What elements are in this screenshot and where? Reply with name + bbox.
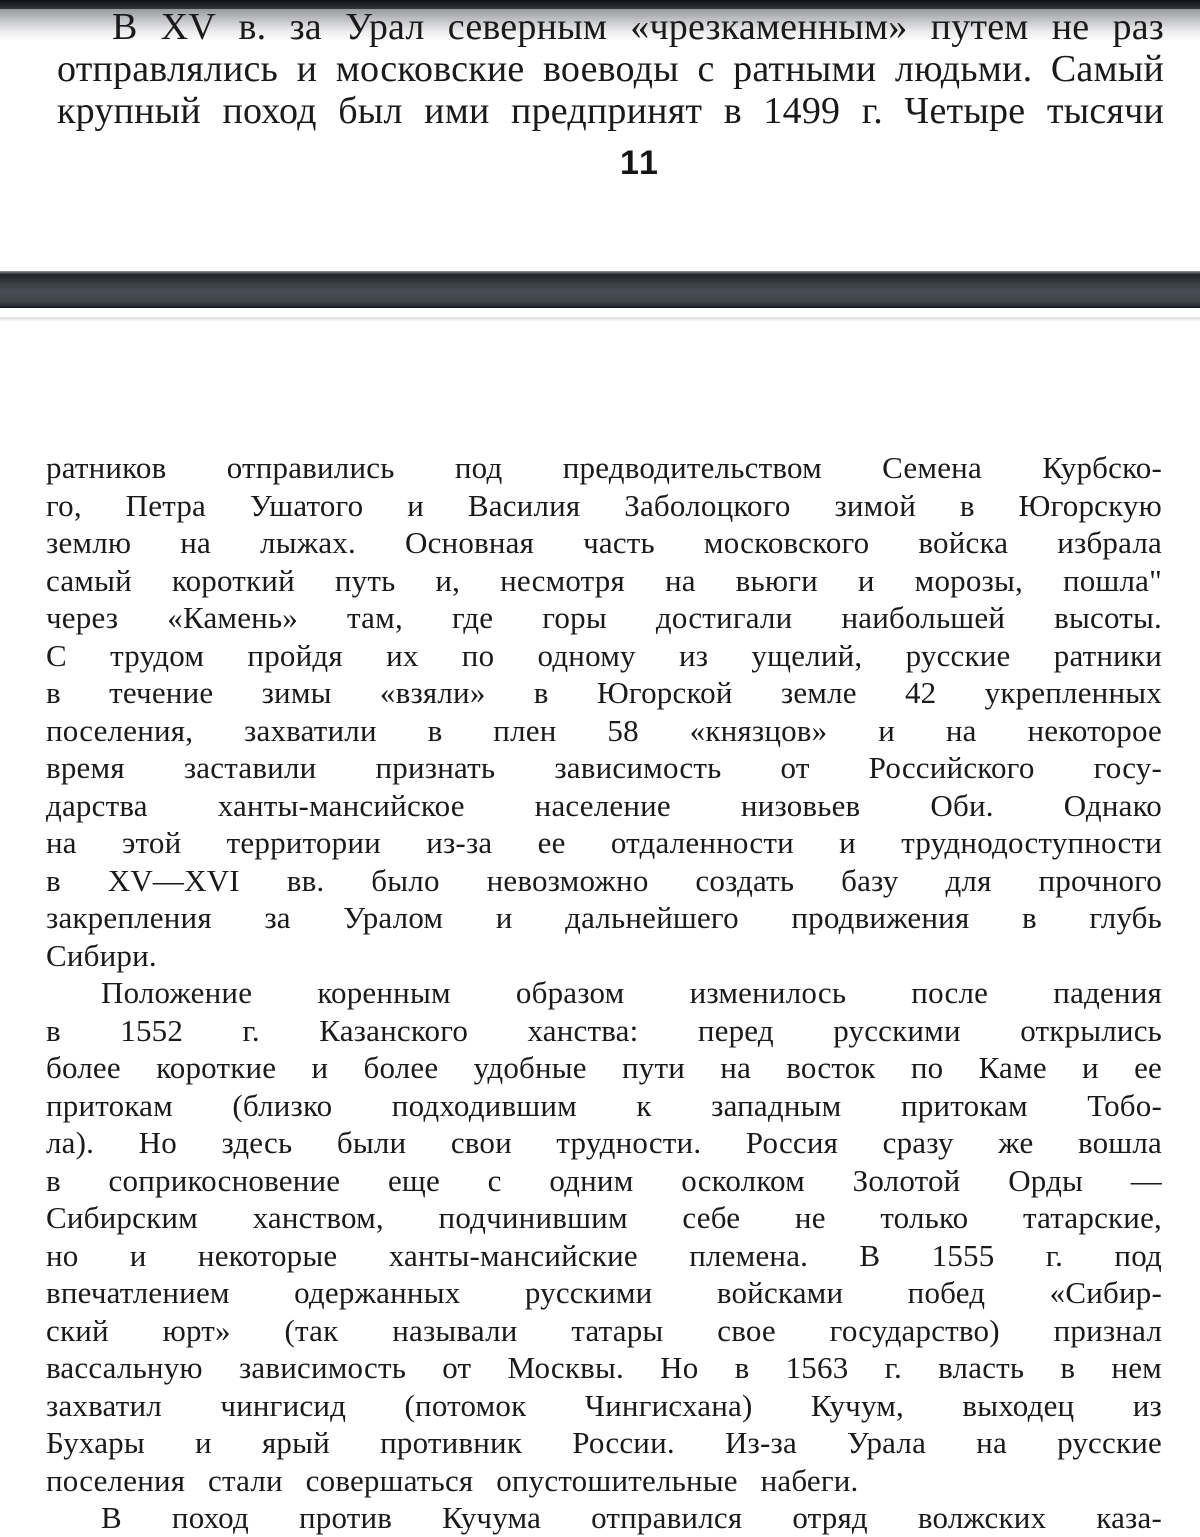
text-line: В XV в. за Урал северным «чрезкаменным» путем не раз (112, 6, 1164, 48)
text-line: притокам (близко подходившим к западным притокам Тобо- (46, 1087, 1162, 1123)
text-line: Положение коренным образом изменилось после падения (101, 975, 1162, 1010)
text-line: в течение зимы «взяли» в Югорской земле 42 укрепленных (46, 675, 1162, 710)
text-line: го, Петра Ушатого и Василия Заболоцкого зимой в Югорскую (46, 487, 1162, 523)
text-line: вассальную зависимость от Москвы. Но в 1563 г. власть в нем (46, 1350, 1162, 1385)
text-line: время заставили признать зависимость от Российского госу- (46, 750, 1162, 785)
text-line: в XV—XVI вв. было невозможно создать базу для прочного (46, 862, 1162, 898)
text-line: ский юрт» (так называли татары свое государство) признал (46, 1312, 1162, 1348)
text-line: отправлялись и московские воеводы с ратными людьми. Самый (57, 48, 1164, 90)
text-line: поселения стали совершаться опустошительные набеги. (46, 1462, 859, 1498)
text-line: через «Камень» там, где горы достигали наибольшей высоты. (46, 600, 1162, 635)
text-line: в соприкосновение еще с одним осколком Золотой Орды — (46, 1162, 1162, 1198)
text-line: Бухары и ярый противник России. Из-за Урала на русские (46, 1425, 1162, 1460)
text-line: С трудом пройдя их по одному из ущелий, русские ратники (46, 637, 1162, 673)
text-line: закрепления за Уралом и дальнейшего продвижения в глубь (46, 900, 1162, 935)
text-line: более короткие и более удобные пути на восток по Каме и ее (46, 1050, 1162, 1085)
text-line: Сибирским ханством, подчинившим себе не только татарские, (46, 1200, 1162, 1235)
text-line: крупный поход был ими предпринят в 1499 г. Четыре тысячи (57, 90, 1164, 132)
text-line: захватил чингисид (потомок Чингисхана) Кучум, выходец из (46, 1387, 1162, 1423)
page-separator-bar (0, 271, 1200, 308)
text-line: ла). Но здесь были свои трудности. Россия сразу же вошла (46, 1125, 1162, 1160)
text-line: самый короткий путь и, несмотря на вьюги и морозы, пошла" (46, 562, 1162, 598)
text-line: Сибири. (46, 937, 157, 973)
text-line: ратников отправились под предводительством Семена Курбско- (46, 450, 1162, 485)
text-line: дарства ханты-мансийское население низовьев Оби. Однако (46, 787, 1162, 823)
text-line: впечатлением одержанных русскими войсками побед «Сибир- (46, 1275, 1162, 1310)
text-line: землю на лыжах. Основная часть московского войска избрала (46, 525, 1162, 560)
page-number: 11 (620, 144, 660, 182)
text-line: В поход против Кучума отправился отряд волжских каза- (101, 1500, 1162, 1535)
page-11-paragraph (0, 6, 1200, 132)
page-12-paragraphs (0, 449, 1200, 1537)
text-line: но и некоторые ханты-мансийские племена. В 1555 г. под (46, 1237, 1162, 1273)
text-line: на этой территории из-за ее отдаленности и труднодоступности (46, 825, 1162, 860)
text-line: поселения, захватили в плен 58 «князцов» и на некоторое (46, 712, 1162, 748)
text-line: в 1552 г. Казанского ханства: перед русскими открылись (46, 1012, 1162, 1048)
page-separator-underline (0, 316, 1200, 321)
